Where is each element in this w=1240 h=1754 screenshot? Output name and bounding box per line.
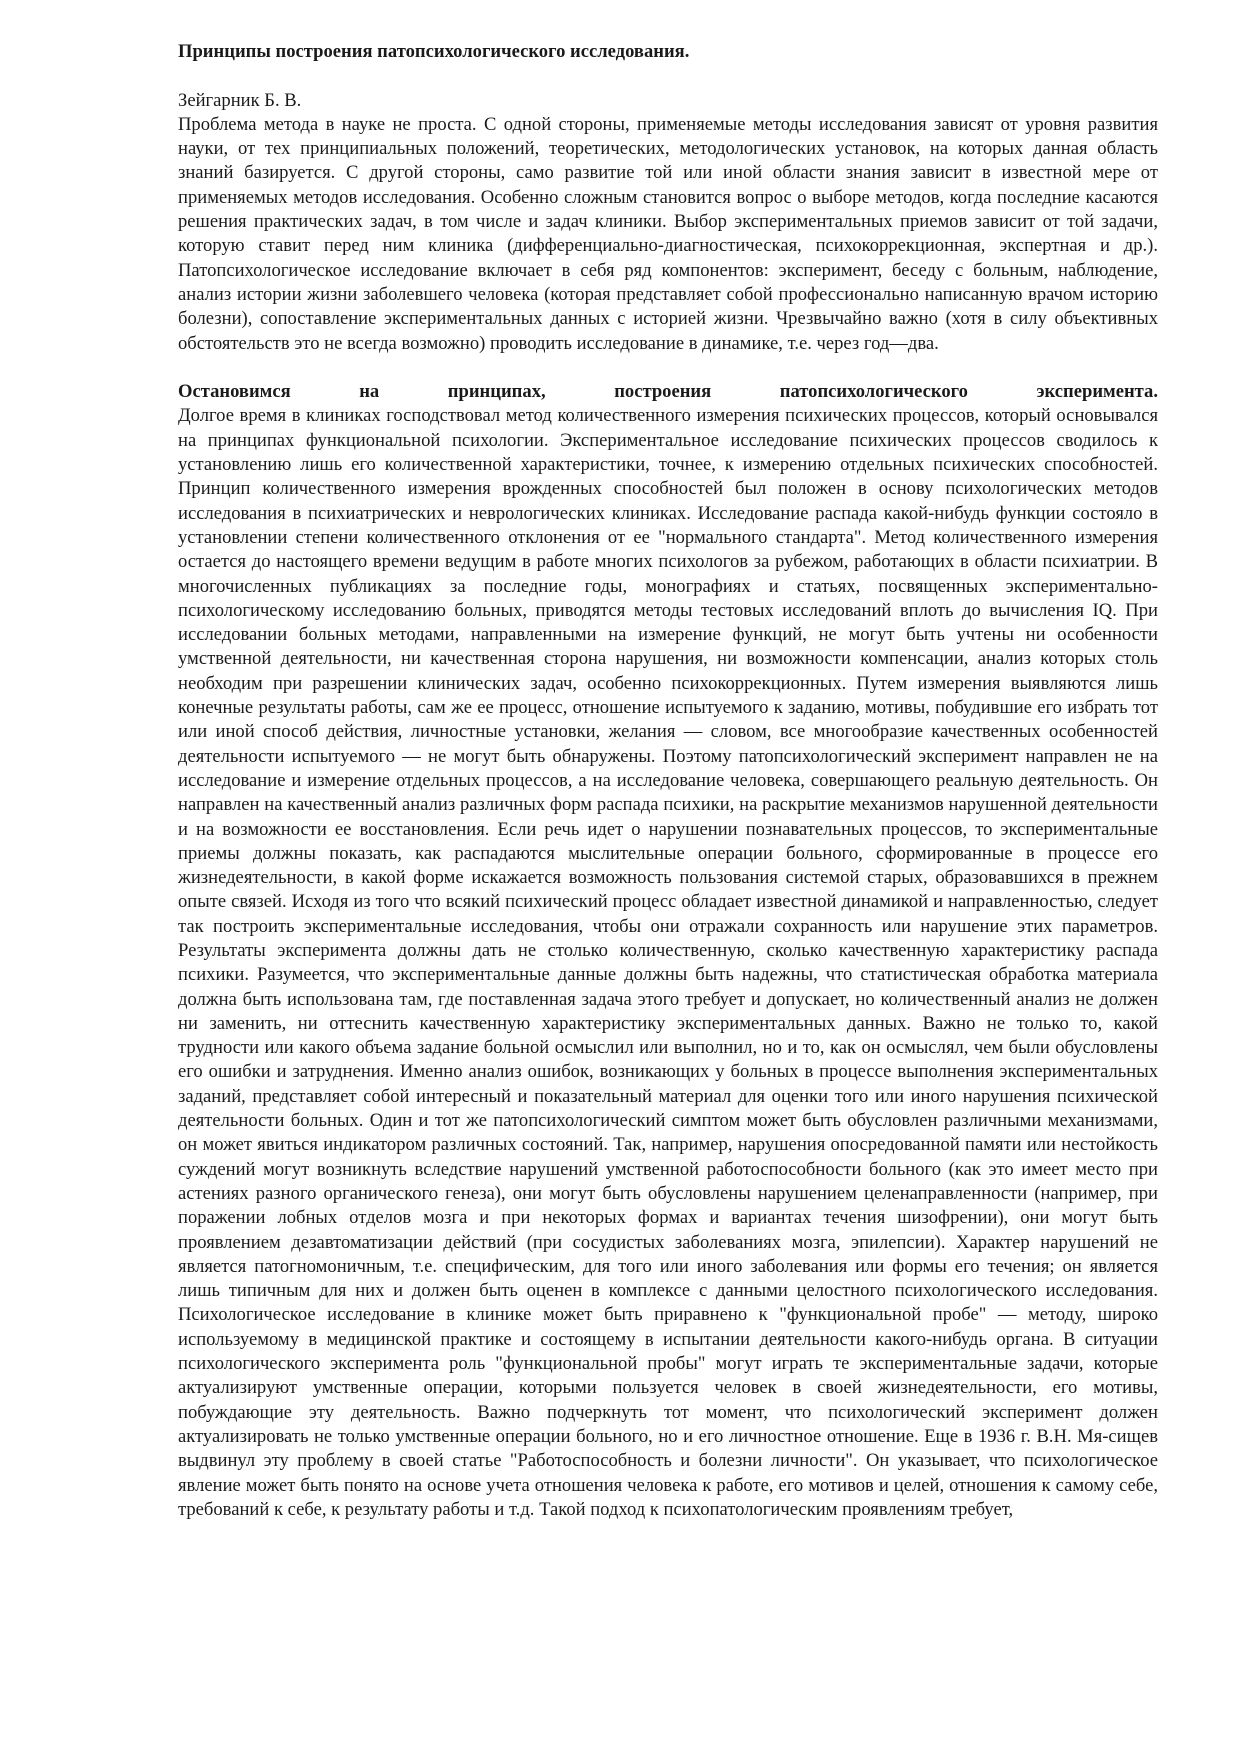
document-page bbox=[178, 40, 1158, 1522]
paragraph-intro: Проблема метода в науке не проста. С одной стороны, применяемые методы исследования зависят от уровня развития науки, от тех принципиальных положений, теоретических, методологических установок, на которых данная область знаний базируется. С другой стороны, само развитие той или иной области знания зависит в известной мере от применяемых методов исследования. Особенно сложным становится вопрос о выборе методов, когда последние касаются решения практических задач, в том числе и задач клиники. Выбор экспериментальных приемов зависит от той задачи, которую ставит перед ним клиника (дифференциально-диагностическая, психокоррекционная, экспертная и др.). Патопсихологическое исследование включает в себя ряд компонентов: эксперимент, беседу с больным, наблюдение, анализ истории жизни заболевшего человека (которая представляет собой профессионально написанную врачом историю болезни), сопоставление экспериментальных данных с историей жизни. Чрезвычайно важно (хотя в силу объективных обстоятельств это не всегда возможно) проводить исследование в динамике, т.е. через год—два. bbox=[178, 113, 1158, 354]
author-line: Зейгарник Б. В. bbox=[178, 89, 302, 111]
document-title: Принципы построения патопсихологического исследования. bbox=[178, 41, 690, 62]
blank-line bbox=[178, 64, 1158, 88]
blank-line bbox=[178, 356, 1158, 380]
paragraph-main: Долгое время в клиниках господствовал метод количественного измерения психических процессов, который основывался на принципах функциональной психологии. Экспериментальное исследование психических процессов сводилось к установлению лишь его количественной характеристики, точнее, к измерению отдельных психических способностей. Принцип количественного измерения врожденных способностей был положен в основу психологических методов исследования в психиатрических и неврологических клиниках. Исследование распада какой-нибудь функции состояло в установлении степени количественного отклонения от ее "нормального стандарта". Метод количественного измерения остается до настоящего времени ведущим в работе многих психологов за рубежом, работающих в области психиатрии. В многочисленных публикациях за последние годы, монографиях и статьях, посвященных экспериментально-психологическому исследованию больных, приводятся методы тестовых исследований вплоть до вычисления IQ. При исследовании больных методами, направленными на измерение функций, не могут быть учтены ни особенности умственной деятельности, ни качественная сторона нарушения, ни возможности компенсации, анализ которых столь необходим при разрешении клинических задач, особенно психокоррекционных. Путем измерения выявляются лишь конечные результаты работы, сам же ее процесс, отношение испытуемого к заданию, мотивы, побудившие его избрать тот или иной способ действия, личностные установки, желания — словом, все многообразие качественных особенностей деятельности испытуемого — не могут быть обнаружены. Поэтому патопсихологический эксперимент направлен не на исследование и измерение отдельных процессов, а на исследование человека, совершающего реальную деятельность. Он направлен на качественный анализ различных форм распада психики, на раскрытие механизмов нарушенной деятельности и на возможности ее восстановления. Если речь идет о нарушении познавательных процессов, то экспериментальные приемы должны показать, как распадаются мыслительные операции больного, сформированные в процессе его жизнедеятельности, в какой форме искажается возможность пользования системой старых, образовавшихся в прежнем опыте связей. Исходя из того что всякий психический процесс обладает известной динамикой и направленностью, следует так построить экспериментальные исследования, чтобы они отражали сохранность или нарушение этих параметров. Результаты эксперимента должны дать не столько количественную, сколько качественную характеристику распада психики. Разумеется, что экспериментальные данные должны быть надежны, что статистическая обработка материала должна быть использована там, где поставленная задача этого требует и допускает, но количественный анализ не должен ни заменить, ни оттеснить качественную характеристику экспериментальных данных. Важно не только то, какой трудности или какого объема задание больной осмыслил или выполнил, но и то, как он осмыслял, чем были обусловлены его ошибки и затруднения. Именно анализ ошибок, возникающих у больных в процессе выполнения экспериментальных заданий, представляет собой интересный и показательный материал для оценки того или иного нарушения психической деятельности больных. Один и тот же патопсихологический симптом может быть обусловлен различными механизмами, он может явиться индикатором различных состояний. Так, например, нарушения опосредованной памяти или нестойкость суждений могут возникнуть вследствие нарушений умственной работоспособности больного (как это имеет место при астениях разного органического генеза), они могут быть обусловлены нарушением целенаправленности (например, при поражении лобных отделов мозга и при некоторых формах и вариантах течения шизофрении), они могут быть проявлением дезавтоматизации действий (при сосудистых заболеваниях мозга, эпилепсии). Характер нарушений не является патогномоничным, т.е. специфическим, для того или иного заболевания или формы его течения; он является лишь типичным для них и должен быть оценен в комплексе с данными целостного психологического исследования. Психологическое исследование в клинике может быть приравнено к "функциональной пробе" — методу, широко используемому в медицинской практике и состоящему в испытании деятельности какого-нибудь органа. В ситуации психологического эксперимента роль "функциональной пробы" могут играть те экспериментальные задачи, которые актуализируют умственные операции, которыми пользуется человек в своей жизнедеятельности, его мотивы, побуждающие эту деятельность. Важно подчеркнуть тот момент, что психологический эксперимент должен актуализировать не только умственные операции больного, но и его личностное отношение. Еще в 1936 г. В.Н. Мя-сищев выдвинул эту проблему в своей статье "Работоспособность и болезни личности". Он указывает, что психологическое явление может быть понято на основе учета отношения человека к работе, его мотивов и целей, отношения к самому себе, требований к себе, к результату работы и т.д. Такой подход к психопатологическим проявлениям требует, bbox=[178, 405, 1158, 1520]
section-heading: Остановимся на принципах, построения патопсихологического эксперимента. bbox=[178, 381, 1158, 403]
